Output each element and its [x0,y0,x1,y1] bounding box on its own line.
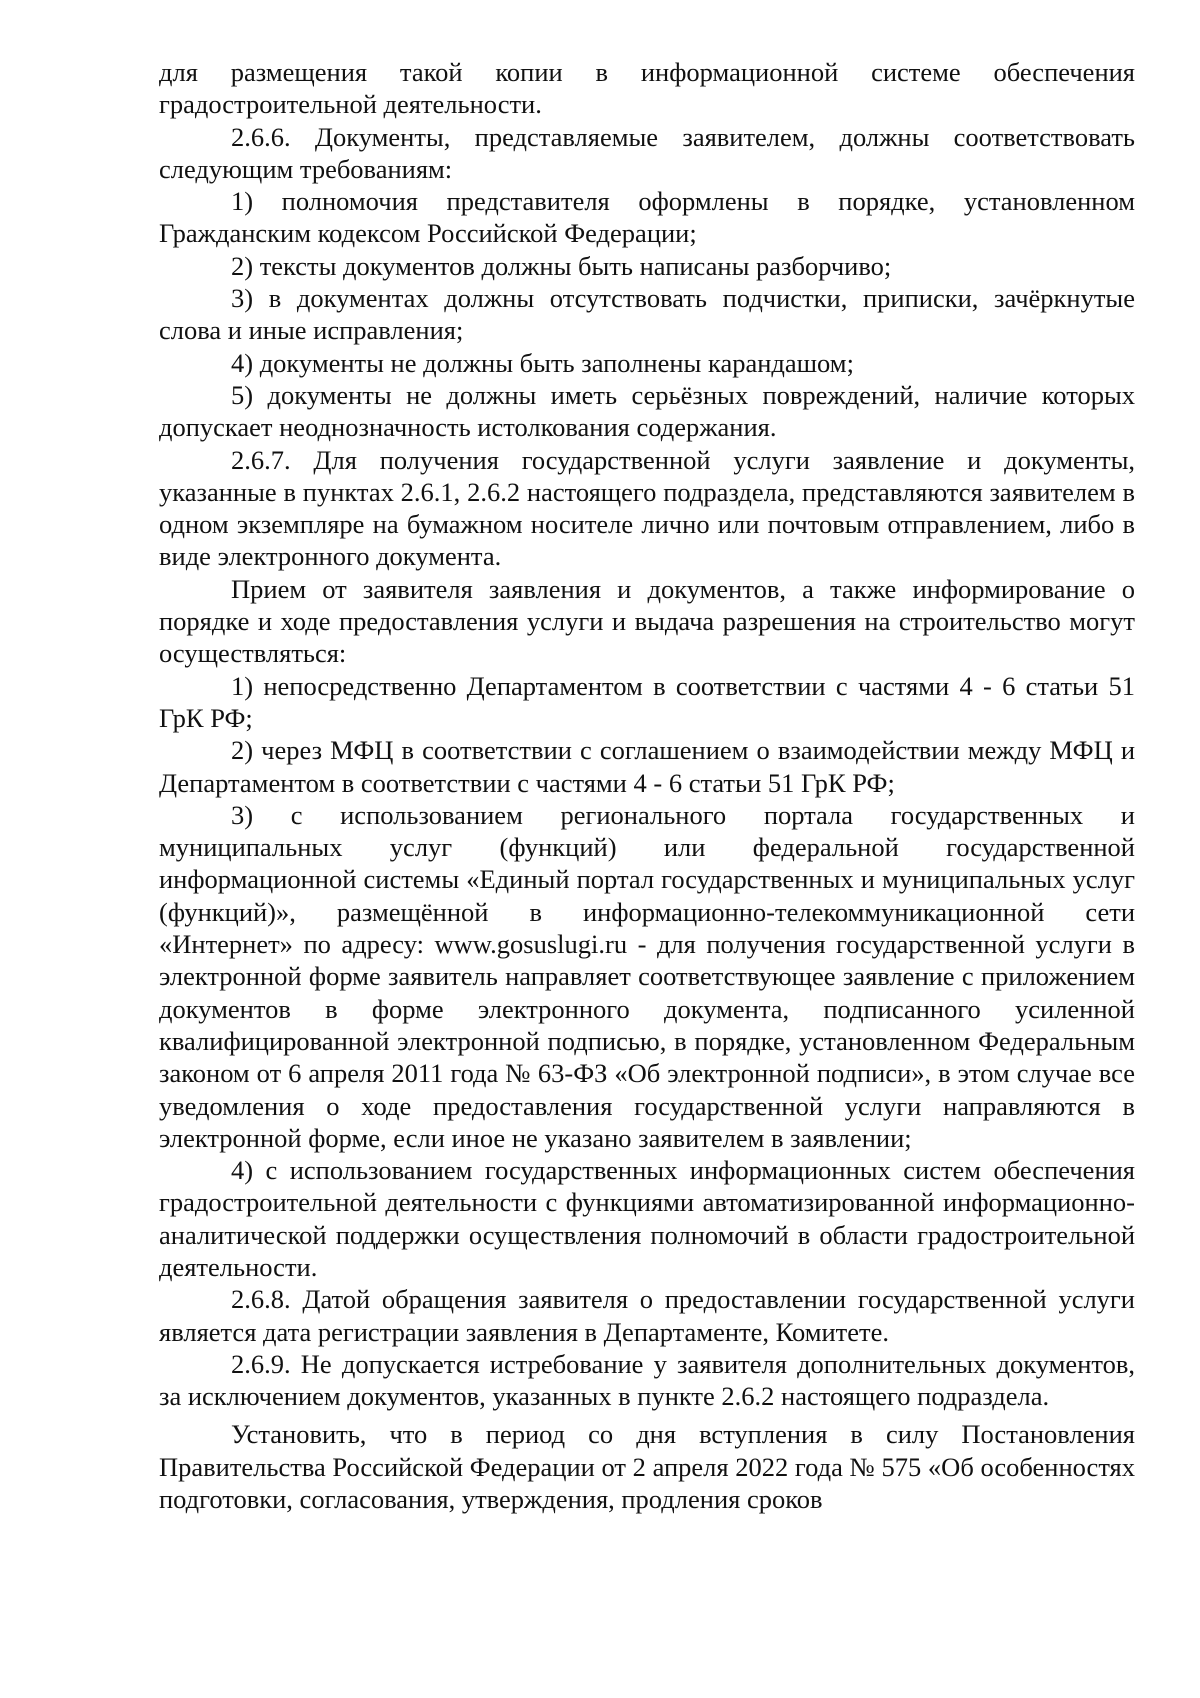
document-page [159,56,1135,1515]
list-item-5-no-damage: 5) документы не должны иметь серьёзных повреждений, наличие которых допускает неоднозначность истолкования содержания. [159,379,1135,443]
paragraph-2-6-8: 2.6.8. Датой обращения заявителя о предоставлении государственной услуги является дата регистрации заявления в Департаменте, Комитете. [159,1284,1135,1347]
paragraph-reception: Прием от заявителя заявления и документов, а также информирование о порядке и ходе предоставления услуги и выдача разрешения на строительство могут осуществляться: [159,573,1135,669]
paragraph-establish: Установить, что в период со дня вступления в силу Постановления Правительства Российской Федерации от 2 апреля 2022 года № 575 «Об особенностях подготовки, согласования, утверждения, продления сроков [159,1419,1135,1515]
list-item-2-legible: 2) тексты документов должны быть написаны разборчиво; [231,250,892,281]
paragraph-continuation: для размещения такой копии в информационной системе обеспечения градостроительной деятельности. [159,57,1135,120]
paragraph-2-6-6: 2.6.6. Документы, представляемые заявителем, должны соответствовать следующим требованиям: [159,121,1135,184]
list-item-1-department: 1) непосредственно Департаментом в соответствии с частями 4 - 6 статьи 51 ГрК РФ; [159,670,1135,733]
list-item-3-no-corrections: 3) в документах должны отсутствовать подчистки, приписки, зачёркнутые слова и иные исправления; [159,283,1135,346]
paragraph-2-6-7: 2.6.7. Для получения государственной услуги заявление и документы, указанные в пунктах 2.6.1, 2.6.2 настоящего подраздела, представляются заявителем в одном экземпляре на бумажном носителе лично или почтовым отправлением, либо в виде электронного документа. [159,444,1135,572]
list-item-3-portal: 3) с использованием регионального портала государственных и муниципальных услуг (функций) или федеральной государственной информационной системы «Единый портал государственных и муниципальных услуг (функций)», размещённой в информационно-телекоммуникационной сети «Интернет» по адресу: www.gosuslugi.ru - для получения государственной услуги в электронной форме заявитель направляет соответствующее заявление с приложением документов в форме электронного документа, подписанного усиленной квалифицированной электронной подписью, в порядке, установленном Федеральным законом от 6 апреля 2011 года № 63-ФЗ «Об электронной подписи», в этом случае все уведомления о ходе предоставления государственной услуги направляются в электронной форме, если иное не указано заявителем в заявлении; [159,799,1135,1153]
list-item-2-mfc: 2) через МФЦ в соответствии с соглашением о взаимодействии между МФЦ и Департаментом в соответствии с частями 4 - 6 статьи 51 ГрК РФ; [159,735,1135,798]
paragraph-2-6-9: 2.6.9. Не допускается истребование у заявителя дополнительных документов, за исключением документов, указанных в пункте 2.6.2 настоящего подраздела. [159,1348,1135,1412]
list-item-4-no-pencil: 4) документы не должны быть заполнены карандашом; [231,347,854,378]
list-item-4-info-systems: 4) с использованием государственных информационных систем обеспечения градостроительной деятельности с функциями автоматизированной информационно-аналитической поддержки осуществления полномочий в области градостроительной деятельности. [159,1155,1135,1282]
list-item-1-representative: 1) полномочия представителя оформлены в порядке, установленном Гражданским кодексом Российской Федерации; [159,186,1135,249]
